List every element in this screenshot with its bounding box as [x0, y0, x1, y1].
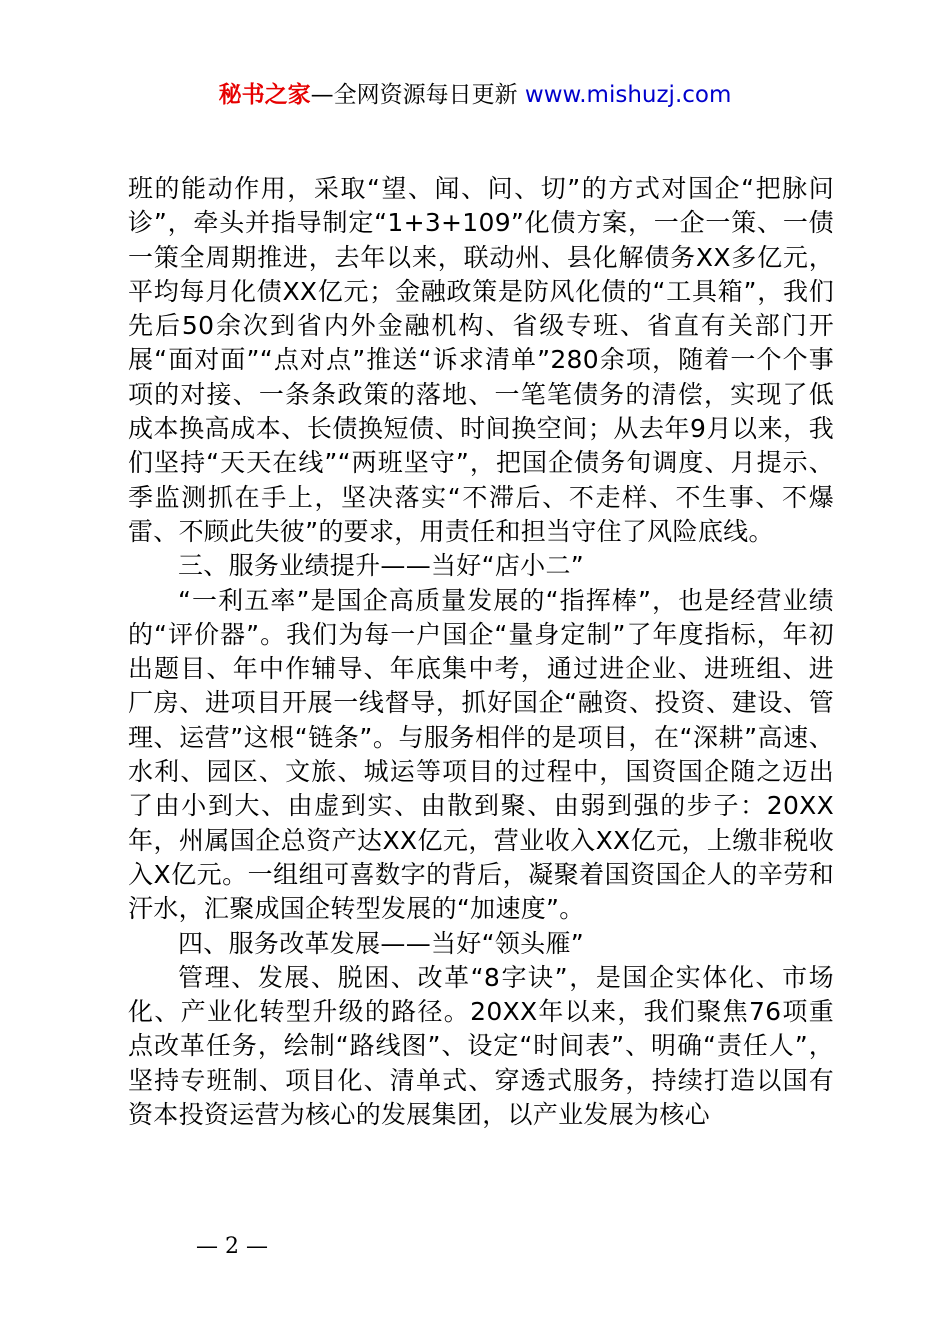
page-header	[0, 78, 950, 112]
paragraph-business-performance: “一利五率”是国企高质量发展的“指挥棒”，也是经营业绩的“评价器”。我们为每一户国企“量身定制”了年度指标，年初出题目、年中作辅导、年底集中考，通过进企业、进班组、进厂房、进项目开展一线督导，抓好国企“融资、投资、建设、管理、运营”这根“链条”。与服务相伴的是项目，在“深耕”高速、水利、园区、文旅、城运等项目的过程中，国资国企随之迈出了由小到大、由虚到实、由散到聚、由弱到强的步子：20XX年，州属国企总资产达XX亿元，营业收入XX亿元，上缴非税收入X亿元。一组组可喜数字的背后，凝聚着国资国企人的辛劳和汗水，汇聚成国企转型发展的“加速度”。	[128, 585, 834, 924]
page-number: — 2 —	[196, 1234, 268, 1259]
paragraph-reform-development: 管理、发展、脱困、改革“8字诀”，是国企实体化、市场化、产业化转型升级的路径。20XX年以来，我们聚焦76项重点改革任务，绘制“路线图”、设定“时间表”、明确“责任人”，坚持专班制、项目化、清单式、穿透式服务，持续打造以国有资本投资运营为核心的发展集团，以产业发展为核心	[128, 962, 834, 1130]
paragraph-debt-resolution: 班的能动作用，采取“望、闻、问、切”的方式对国企“把脉问诊”，牵头并指导制定“1+3+109”化债方案，一企一策、一债一策全周期推进，去年以来，联动州、县化解债务XX多亿元，平均每月化债XX亿元；金融政策是防风化债的“工具箱”，我们先后50余次到省内外金融机构、省级专班、省直有关部门开展“面对面”“点对点”推送“诉求清单”280余项，随着一个个事项的对接、一条条政策的落地、一笔笔债务的清偿，实现了低成本换高成本、长债换短债、时间换空间；从去年9月以来，我们坚持“天天在线”“两班坚守”，把国企债务旬调度、月提示、季监测抓在手上，坚决落实“不滞后、不走样、不生事、不爆雷、不顾此失彼”的要求，用责任和担当守住了风险底线。	[128, 174, 834, 546]
document-body	[128, 172, 834, 1132]
section-heading-4: 四、服务改革发展——当好“领头雁”	[178, 928, 585, 958]
site-url-link[interactable]: www.mishuzj.com	[524, 82, 732, 108]
section-heading-3: 三、服务业绩提升——当好“店小二”	[178, 551, 585, 581]
header-tagline: —全网资源每日更新	[310, 82, 518, 108]
brand-name: 秘书之家	[218, 82, 311, 108]
